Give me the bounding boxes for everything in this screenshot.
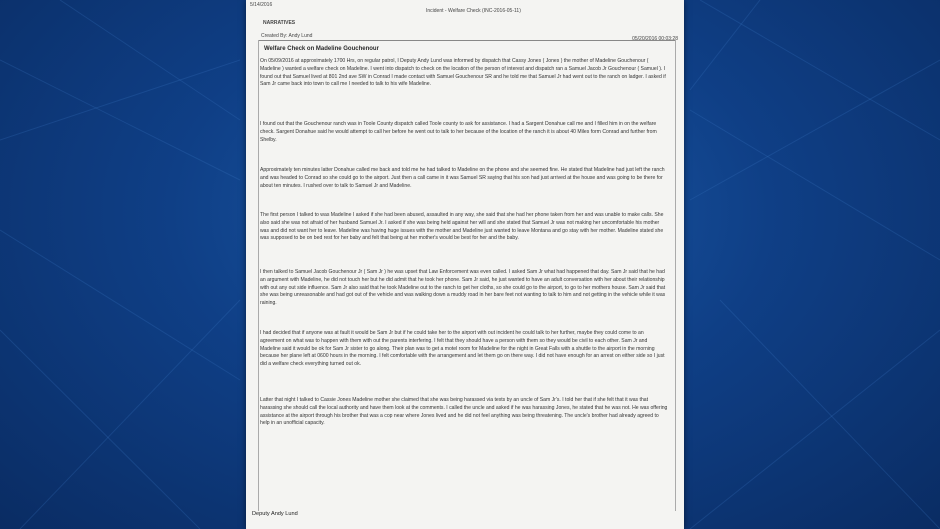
paragraph-1: On 05/09/2016 at approximately 1700 Hrs, on regular patrol, I Deputy Andy Lund was informed by dispatch that Cassy Jones ( Jones ) the mother of Madeline Gouchenour ( Madeline ) wanted a welfare check on Madeline. I went into dispatch to check on the location of the person of interest and dispatch ran a Samuel Jacob Jr Gouchenour ( Samuel ). I found out that Samuel lived at 801 2nd ave SW in Conrad I made contact with Samuel Gouchenour SR and he told me that Samuel Jr had went out to the ranch on ladger. I asked if Sam Jr came back into town to call me I needed to talk to his wife Madeline.	[260, 58, 666, 88]
signature: Deputy Andy Lund	[252, 511, 298, 517]
created-timestamp: 05/20/2016 00:03:28	[632, 36, 678, 42]
paragraph-7: Latter that night I talked to Cassie Jones Madeline mother she claimed that she was being harassed via texts by an uncle of Sam Jr's. I told her that if she felt that it was that harassing she should call the local authority and have them look at the comments. I called the uncle and asked if he was harassing Jones, he stated that he was not. He was offering assistance at the airport through his brother that was a cop near where Jones lived and he did not feel anything was being threatening. The uncle's brother had already agreed to help in an unofficial capacity.	[260, 397, 668, 427]
paragraph-6: I had decided that if anyone was at fault it would be Sam Jr but if he could take her to the airport with out incident he could talk to her further, maybe they could come to an agreement on what was to happen with them with out the parents interfering. I felt that they should have a person with them so they would be civil to each other. Sam Jr and Madeline said it would be ok for Sam Jr sister to go along. Their plan was to get a motel room for Madeline for the night in Great Falls with a shuttle to the airport in the morning because her plane left at 0600 hours in the morning. I felt comfortable with the arrangement and let them go on there way. I did not have enough for an arrest on either side so I just did a welfare check everything turned out ok.	[260, 330, 665, 368]
print-date: 5/14/2016	[250, 2, 273, 8]
created-by: Created By: Andy Lund	[261, 33, 313, 39]
paragraph-5: I then talked to Samuel Jacob Gouchenour Jr ( Sam Jr ) he was upset that Law Enforcement was even called. I asked Sam Jr what had happened that day. Sam Jr said that he had an argument with Madeline, he did not touch her but he did admit that he took her phone. Sam Jr said, he just wanted to have an adult conversation with her about their relationship with out any out side influence. Sam Jr also said that he took Madeline out to the ranch to get her cloths, so she could go to the airport, to go to her mothers house. Sam Jr said that she was being unreasonable and had got out of the vehicle and was walking down a muddy road in her bare feet not wanting to talk to him and not getting in the vehicle while it was raining.	[260, 269, 666, 307]
header-title: Incident - Welfare Check (INC-2016-05-11)	[426, 8, 521, 14]
paragraph-3: Approximately ten minutes latter Donahue called me back and told me he had talked to Madeline on the phone and she seemed fine. He stated that Madeline had just left the ranch and was headed to Conrad so she could go to the airport. Just then a call came in it was Samuel SR saying that his son had just arrived at the house and was going to be there for about ten minutes. I rushed over to talk to Samuel Jr and Madeline.	[260, 167, 665, 189]
paragraph-4: The first person I talked to was Madeline I asked if she had been abused, assaulted in any way, she said that she had her phone taken from her and was unable to make calls. She also said she was not afraid of her husband Samuel Jr. I asked if she was being held against her will and she stated that Samuel Jr was not making her uncomfortable his mother was and did not want her to leave. Madeline was having huge issues with the mother and Madeline just wanted to leave Montana and go stay with her mother. Madeline stated she was supposed to be on bed rest for her baby and felt that being at her mother's would be best for her and the baby.	[260, 212, 664, 242]
document-title: Welfare Check on Madeline Gouchenour	[264, 46, 379, 52]
paragraph-2: I found out that the Gouchenour ranch was in Toole County dispatch called Toole county to ask for assistance. I had a Sargent Donahue call me and I filled him in on the welfare check. Sargent Donahue said he would attempt to call her before he went out to talk to her because of the location of the ranch it is about 40 Miles form Conrad and further from Shelby.	[260, 121, 657, 143]
document-page	[246, 0, 684, 529]
section-label: NARRATIVES	[263, 20, 296, 26]
